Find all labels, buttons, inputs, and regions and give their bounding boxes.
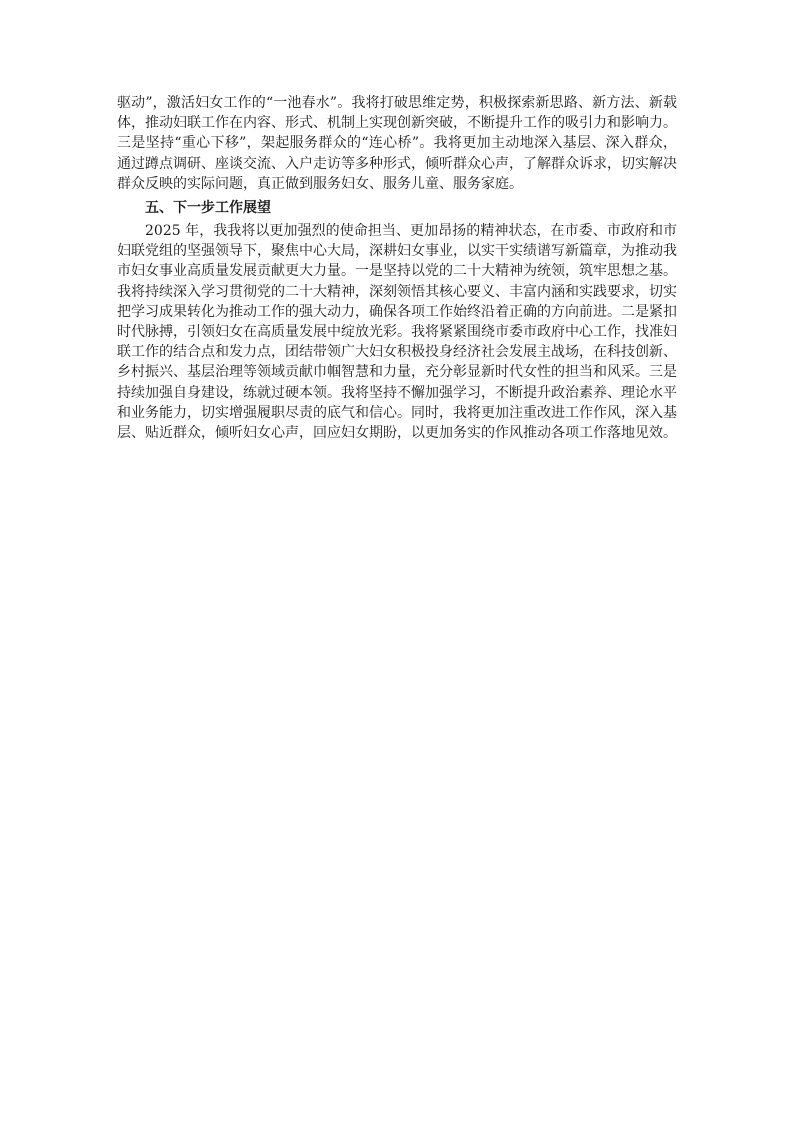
continuation-paragraph: 驱动”，激活妇女工作的“一池春水”。我将打破思维定势，积极探索新思路、新方法、新载体，推动妇联工作在内容、形式、机制上实现创新突破，不断提升工作的吸引力和影响力。三是坚持“重心下移”，架起服务群众的“连心桥”。我将更加主动地深入基层、深入群众，通过蹲点调研、座谈交流、入户走访等多种形式，倾听群众心声，了解群众诉求，切实解决群众反映的实际问题，真正做到服务妇女、服务儿童、服务家庭。 [117, 95, 677, 192]
document-page [117, 93, 677, 443]
section-heading: 五、下一步工作展望 [145, 200, 271, 217]
section-paragraph: 2025 年，我我将以更加强烈的使命担当、更加昂扬的精神状态，在市委、市政府和市妇联党组的坚强领导下，聚焦中心大局，深耕妇女事业，以实干实绩谱写新篇章，为推动我市妇女事业高质量发展贡献更大力量。一是坚持以党的二十大精神为统领，筑牢思想之基。我将持续深入学习贯彻党的二十大精神，深刻领悟其核心要义、丰富内涵和实践要求，切实把学习成果转化为推动工作的强大动力，确保各项工作始终沿着正确的方向前进。二是紧扣时代脉搏，引领妇女在高质量发展中绽放光彩。我将紧紧围绕市委市政府中心工作，找准妇联工作的结合点和发力点，团结带领广大妇女积极投身经济社会发展主战场，在科技创新、乡村振兴、基层治理等领域贡献巾帼智慧和力量，充分彰显新时代女性的担当和风采。三是持续加强自身建设，练就过硬本领。我将坚持不懈加强学习，不断提升政治素养、理论水平和业务能力，切实增强履职尽责的底气和信心。同时，我将更加注重改进工作作风，深入基层、贴近群众，倾听妇女心声，回应妇女期盼，以更加务实的作风推动各项工作落地见效。 [117, 223, 677, 442]
